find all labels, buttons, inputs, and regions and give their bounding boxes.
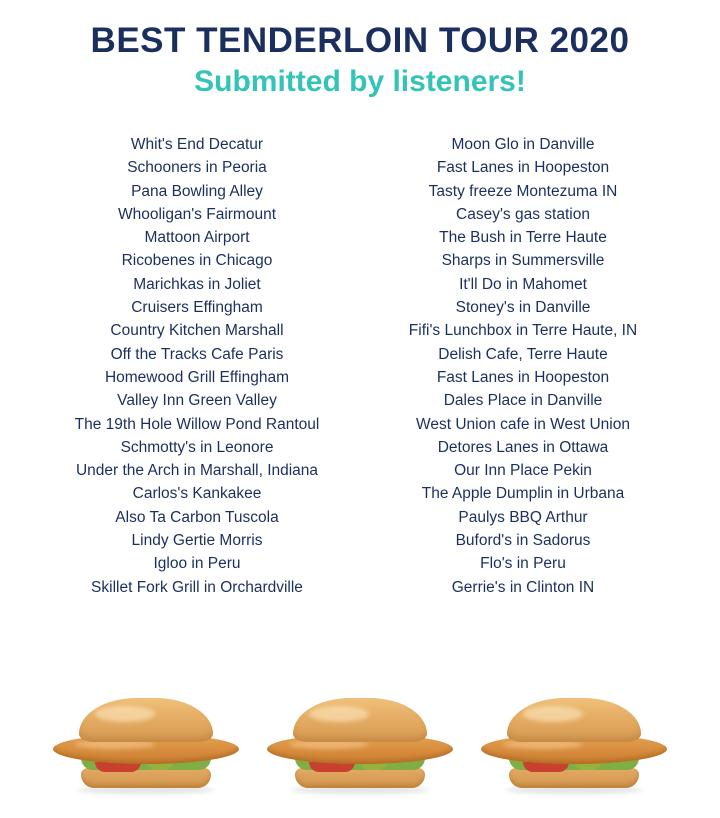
list-item: Valley Inn Green Valley (117, 392, 277, 410)
restaurant-lists (0, 133, 720, 599)
left-column (34, 133, 360, 599)
list-item: Fast Lanes in Hoopeston (436, 159, 610, 177)
list-item: Carlos's Kankakee (132, 485, 262, 503)
list-item: Off the Tracks Cafe Paris (110, 345, 284, 363)
list-item: Schmotty's in Leonore (120, 438, 274, 456)
tenderloin-sandwich-photo (265, 682, 455, 800)
bun-top (507, 698, 641, 742)
tenderloin-sandwich-photo (51, 682, 241, 800)
list-item: Country Kitchen Marshall (110, 322, 284, 340)
list-item: Whooligan's Fairmount (117, 205, 277, 223)
list-item: Our Inn Place Pekin (454, 462, 592, 480)
list-item: Homewood Grill Effingham (104, 368, 290, 386)
list-item: Mattoon Airport (144, 229, 250, 247)
list-item: The Apple Dumplin in Urbana (421, 485, 625, 503)
page-title: BEST TENDERLOIN TOUR 2020 (90, 21, 630, 60)
list-item: Marichkas in Joliet (133, 275, 261, 293)
list-item: Sharps in Summersville (441, 252, 605, 270)
list-item: Ricobenes in Chicago (121, 252, 273, 270)
list-item: Under the Arch in Marshall, Indiana (75, 462, 319, 480)
tenderloin-sandwich-photo (479, 682, 669, 800)
list-item: Stoney's in Danville (455, 299, 591, 317)
list-item: Detores Lanes in Ottawa (437, 438, 609, 456)
right-column (360, 133, 686, 599)
list-item: Also Ta Carbon Tuscola (115, 508, 279, 526)
sandwich-photo-row (0, 682, 720, 800)
list-item: Moon Glo in Danville (451, 136, 595, 153)
list-item: Pana Bowling Alley (131, 182, 263, 200)
list-item: Paulys BBQ Arthur (458, 508, 588, 526)
list-item: Schooners in Peoria (127, 159, 267, 177)
list-item: Tasty freeze Montezuma IN (428, 182, 618, 200)
list-item: Cruisers Effingham (131, 299, 263, 317)
list-item: It'll Do in Mahomet (459, 275, 587, 293)
list-item: Whit's End Decatur (130, 136, 264, 153)
list-item: Delish Cafe, Terre Haute (438, 345, 608, 363)
list-item: The Bush in Terre Haute (439, 229, 607, 247)
list-item: Skillet Fork Grill in Orchardville (91, 578, 303, 596)
list-item: Igloo in Peru (153, 555, 241, 573)
title-block (0, 0, 720, 99)
list-item: Lindy Gertie Morris (131, 532, 263, 550)
list-item: Casey's gas station (456, 205, 590, 223)
bun-top (293, 698, 427, 742)
list-item: The 19th Hole Willow Pond Rantoul (74, 415, 320, 433)
list-item: Dales Place in Danville (443, 392, 603, 410)
list-item: Buford's in Sadorus (455, 532, 591, 550)
list-item: Fifi's Lunchbox in Terre Haute, IN (408, 322, 638, 340)
bun-top (79, 698, 213, 742)
page-subtitle: Submitted by listeners! (194, 64, 526, 98)
list-item: Flo's in Peru (480, 555, 566, 573)
list-item: West Union cafe in West Union (416, 415, 630, 433)
list-item: Gerrie's in Clinton IN (451, 578, 595, 596)
list-item: Fast Lanes in Hoopeston (436, 368, 610, 386)
